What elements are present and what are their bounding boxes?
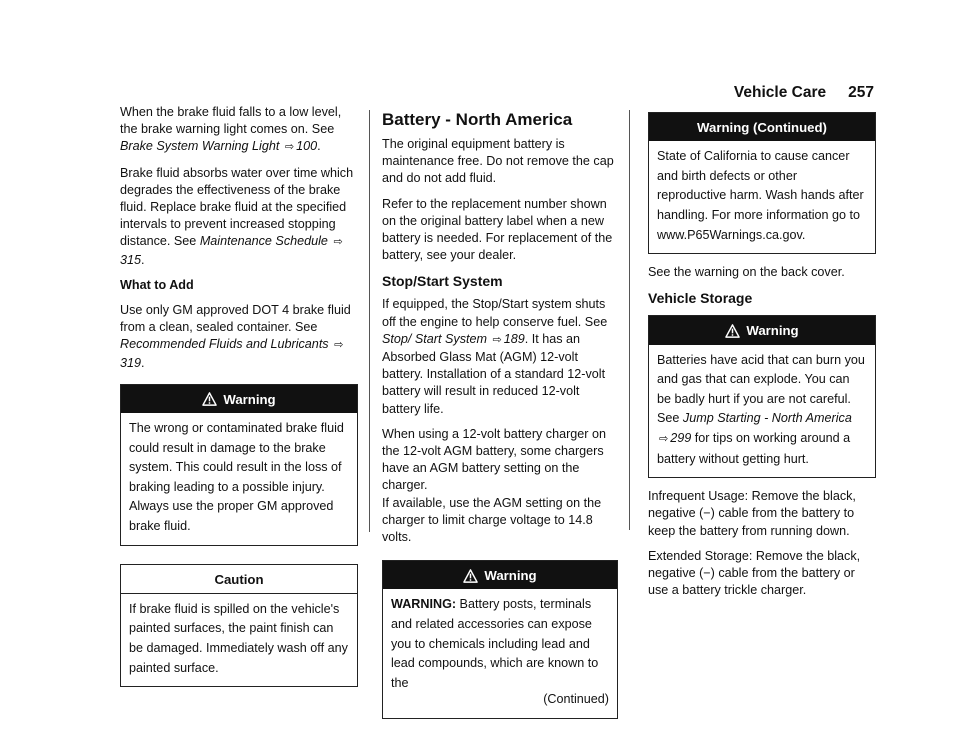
xref-page[interactable]: 100 [296, 139, 318, 154]
warning-continued-header: Warning (Continued) [649, 113, 875, 141]
xref-page[interactable]: 189 [503, 331, 525, 346]
page-ref-icon: ⇨ [659, 432, 669, 445]
page-header [734, 84, 874, 102]
subheading-what-to-add: What to Add [120, 277, 194, 292]
column-1 [120, 104, 358, 697]
warning-icon [202, 392, 217, 406]
column-2 [382, 104, 618, 729]
paragraph: See the warning on the back cover. [648, 265, 845, 280]
page-ref-icon: ⇨ [333, 236, 343, 249]
heading-stop-start: Stop/Start System [382, 273, 503, 290]
caution-text: If brake fluid is spilled on the vehicle's painted surfaces, the paint finish can be damaged. Immediately wash off any painted surface. [129, 601, 348, 675]
xref-page[interactable]: 319 [120, 355, 142, 370]
warning-box [648, 315, 876, 478]
warning-icon [463, 569, 478, 583]
warning-header: Warning [649, 316, 875, 344]
paragraph: Extended Storage: Remove the black, negative (−) cable from the battery or use a battery trickle charger. [648, 548, 861, 598]
paragraph: Use only GM approved DOT 4 brake fluid from a clean, sealed container. See Recommended Fluids and Lubricants ⇨319. [120, 303, 351, 370]
page-ref-icon: ⇨ [492, 333, 502, 346]
warning-continued-box [648, 112, 876, 254]
paragraph: When using a 12-volt battery charger on the 12-volt AGM battery, some chargers have an AGM battery setting on the charger. [382, 426, 607, 493]
warning-text: The wrong or contaminated brake fluid could result in damage to the brake system. This could result in the loss of braking leading to a possible injury. Always use the proper GM approved brake fluid. [129, 421, 344, 534]
xref-link[interactable]: Brake System Warning Light [120, 139, 280, 154]
xref-link[interactable]: Jump Starting - North America [682, 411, 852, 426]
warning-header: Warning [121, 385, 357, 413]
warning-text: Batteries have acid that can burn you and gas that can explode. You can be badly hurt if you are not careful. See Jump Starting - North America ⇨ 299 for tips on working around a battery without getting hurt. [657, 352, 865, 466]
xref-page[interactable]: 299 [670, 430, 692, 445]
paragraph: Refer to the replacement number shown on the original battery label when a new battery is needed. For replacement of the battery, see your dealer. [382, 196, 613, 263]
paragraph: When the brake fluid falls to a low level, the brake warning light comes on. See Brake System Warning Light ⇨ 100. [120, 104, 358, 157]
warning-text: WARNING: Battery posts, terminals and related accessories can expose you to chemicals including lead and lead compounds, which are known to the (Continued) [383, 589, 617, 718]
warning-header: Warning [383, 561, 617, 589]
paragraph: Infrequent Usage: Remove the black, negative (−) cable from the battery to keep the battery from running down. [648, 489, 856, 538]
warning-text: State of California to cause cancer and birth defects or other reproductive harm. Wash hands after handling. For more information go to www.P65Warnings.ca.gov. [657, 149, 864, 242]
column-3 [648, 112, 876, 607]
xref-link[interactable]: Maintenance Schedule [199, 234, 328, 249]
paragraph: If equipped, the Stop/Start system shuts off the engine to help conserve fuel. See Stop/ Start System ⇨ 189. It has an Absorbed Glass Mat (AGM) 12-volt battery. Installation of a standard 12-volt battery will result in reduced 12-volt battery life. [382, 297, 608, 416]
page-ref-icon: ⇨ [284, 141, 295, 154]
continued-label: (Continued) [543, 692, 609, 707]
warning-box [382, 560, 618, 719]
xref-link[interactable]: Recommended Fluids and Lubricants [120, 337, 329, 352]
heading-vehicle-storage: Vehicle Storage [648, 290, 753, 307]
xref-link[interactable]: Stop/ Start System [382, 331, 487, 346]
paragraph: If available, use the AGM setting on the charger to limit charge voltage to 14.8 volts. [382, 495, 602, 545]
section-title: Vehicle Care [733, 84, 827, 101]
paragraph: The original equipment battery is maintenance free. Do not remove the cap and do not add fluid. [382, 137, 614, 186]
caution-box [120, 564, 358, 688]
heading-battery: Battery - North America [382, 110, 573, 129]
paragraph: Brake fluid absorbs water over time which degrades the effectiveness of the brake fluid. Replace brake fluid at the specified intervals to prevent increased stopping distance. See Maintenance Schedule ⇨315. [120, 165, 354, 267]
column-divider [369, 110, 370, 532]
page-number: 257 [848, 84, 874, 101]
xref-page[interactable]: 315 [120, 252, 142, 267]
column-divider [629, 110, 630, 530]
page-ref-icon: ⇨ [334, 339, 344, 352]
warning-icon [725, 324, 740, 338]
caution-header: Caution [121, 565, 357, 594]
warning-box [120, 384, 358, 546]
